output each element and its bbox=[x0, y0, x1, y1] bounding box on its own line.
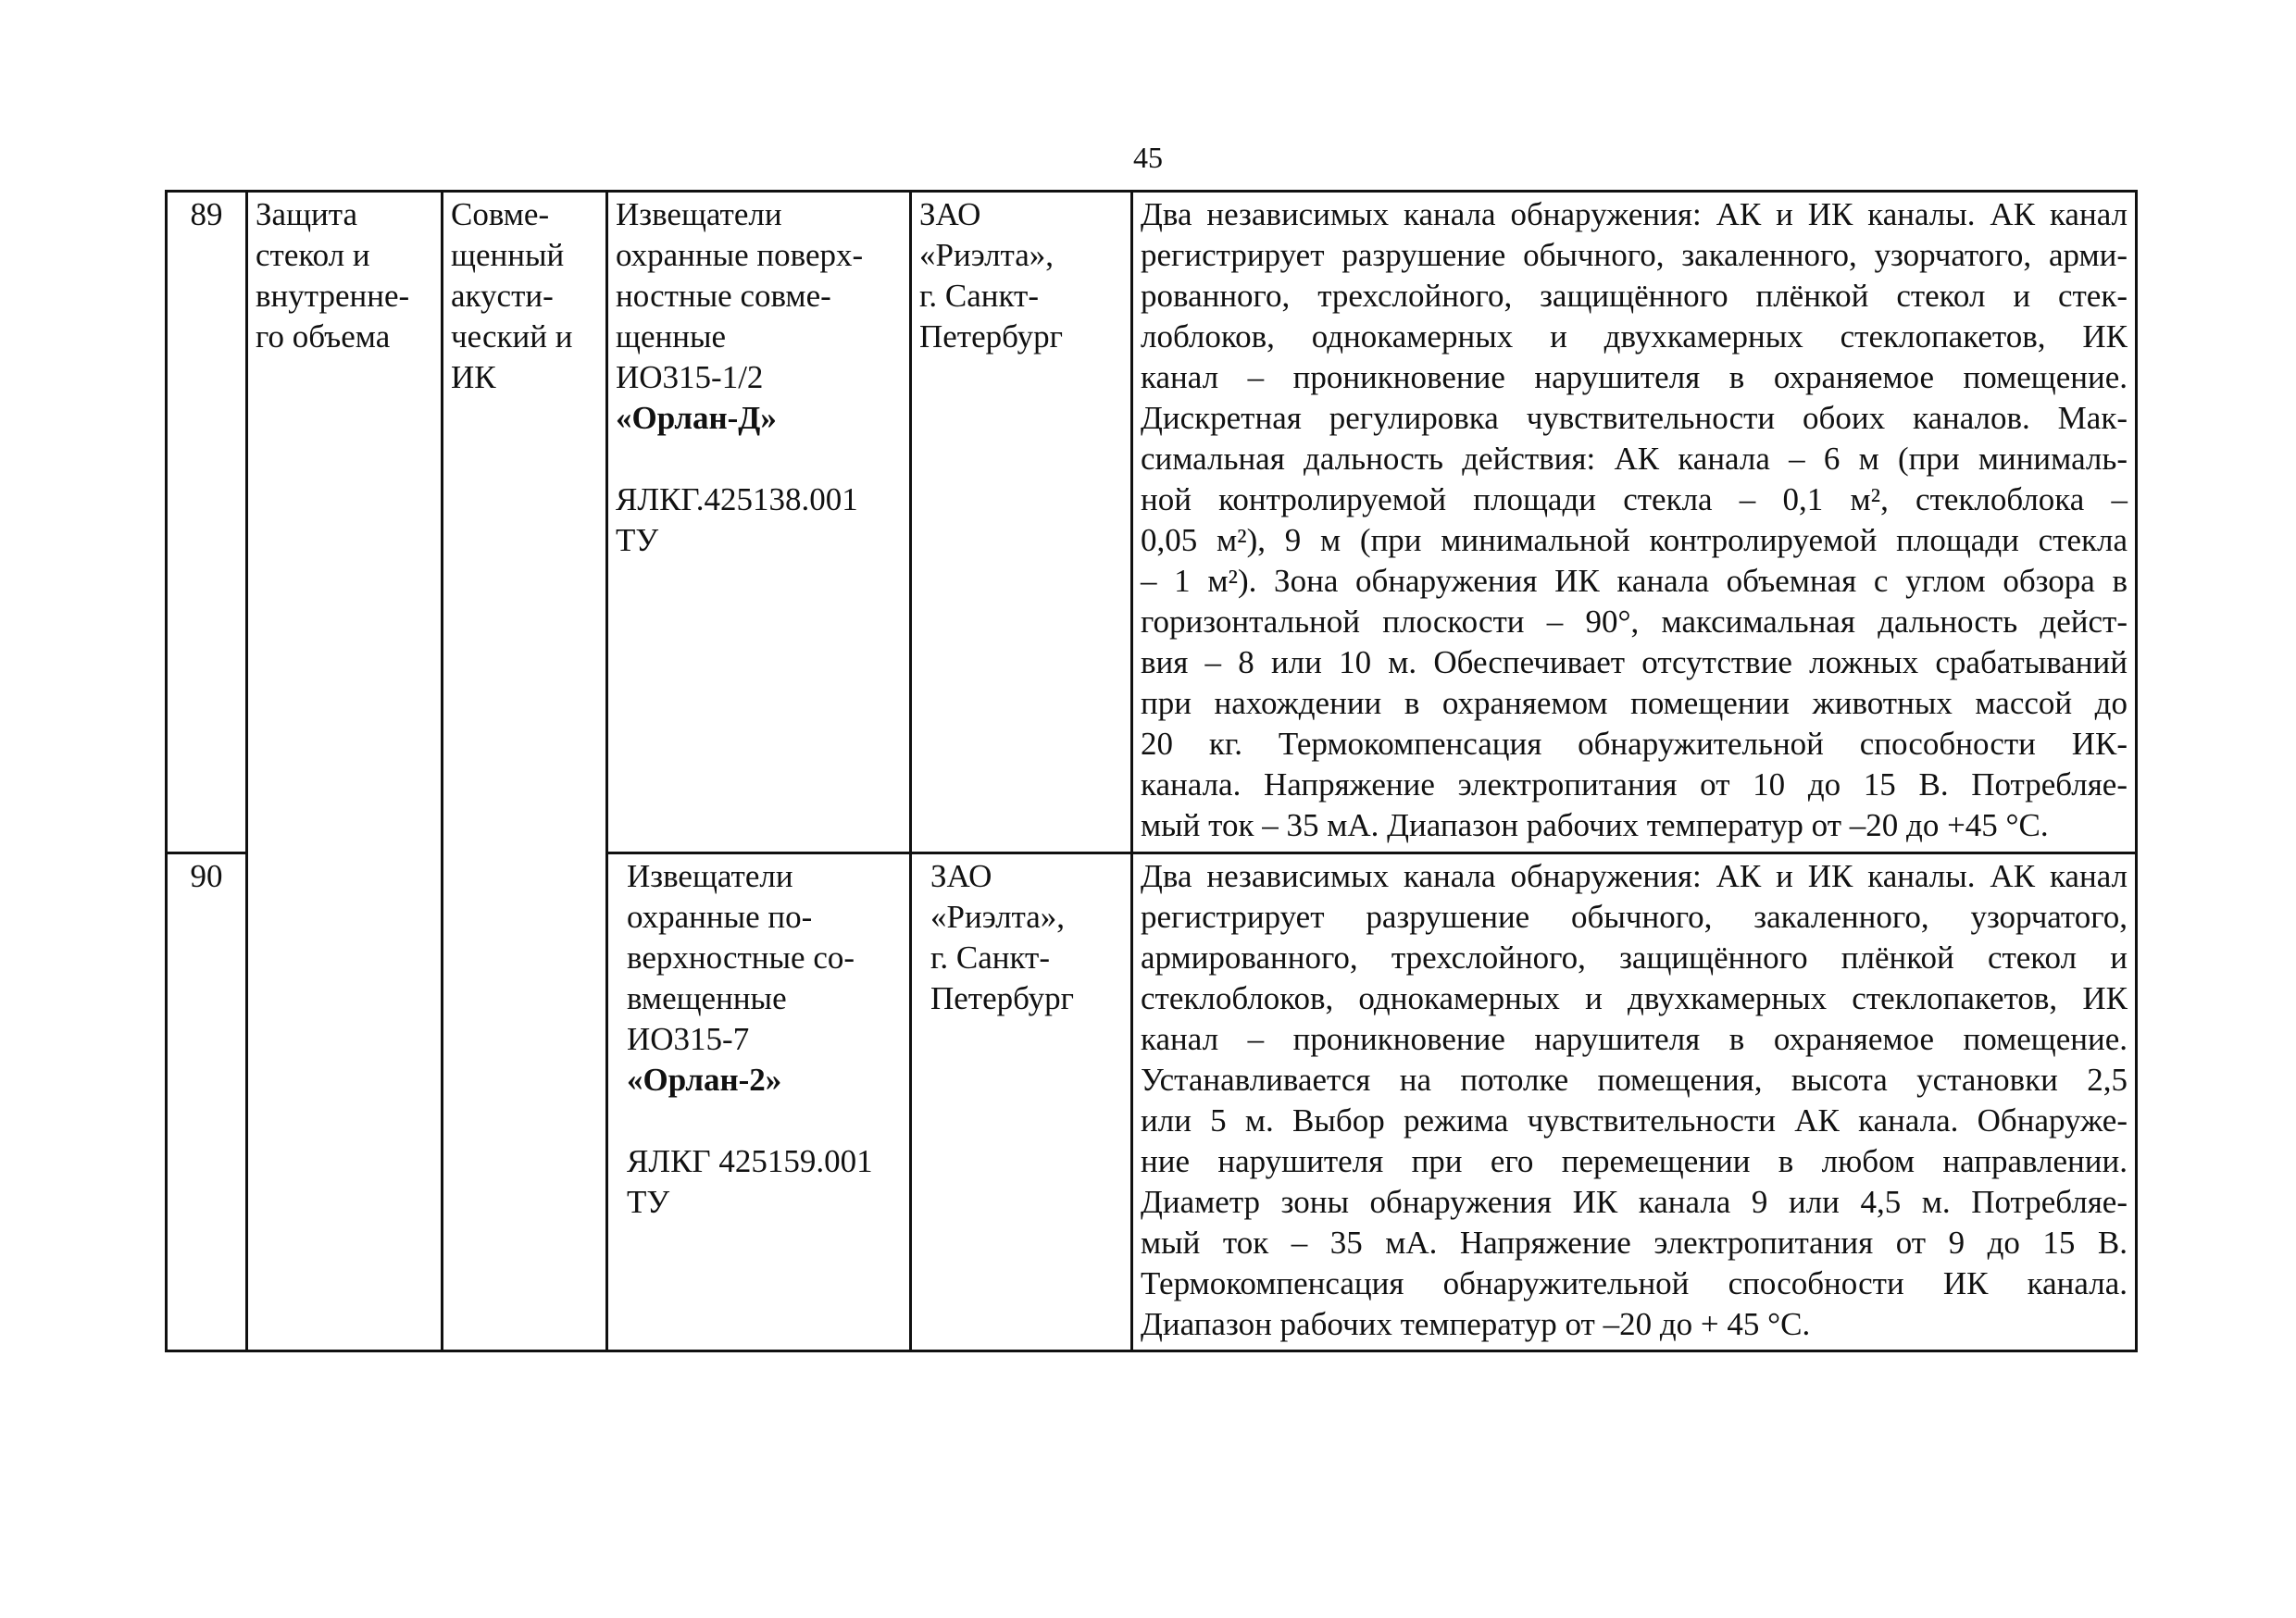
desc-line: 20 кг. Термокомпенсация обнаружительной способности ИК- bbox=[1141, 726, 2128, 762]
cell-line: г. Санкт- bbox=[930, 940, 1051, 976]
desc-line: – 1 м²). Зона обнаружения ИК канала объемная с углом обзора в bbox=[1141, 563, 2128, 599]
desc-line: Два независимых канала обнаружения: АК и ИК каналы. АК канал bbox=[1141, 858, 2128, 894]
desc-line: 0,05 м²), 9 м (при минимальной контролируемой площади стекла bbox=[1141, 522, 2128, 558]
cell-line: верхностные со- bbox=[627, 940, 855, 976]
desc-line: горизонтальной плоскости – 90°, максимальная дальность дейст- bbox=[1141, 604, 2128, 640]
device-cell bbox=[607, 853, 911, 1351]
cell-line: вмещенные bbox=[627, 980, 787, 1016]
cell-line: акусти- bbox=[451, 278, 554, 314]
cell-line: Петербург bbox=[930, 980, 1074, 1016]
cell-line: Извещатели bbox=[616, 196, 782, 232]
desc-line: мый ток – 35 мА. Диапазон рабочих температур от –20 до +45 °С. bbox=[1141, 807, 2049, 843]
manufacturer-cell bbox=[911, 192, 1132, 853]
spec-number: ТУ bbox=[627, 1184, 670, 1220]
spacer bbox=[616, 439, 902, 479]
cell-line: стекол и bbox=[256, 237, 370, 273]
cell-line: го объема bbox=[256, 318, 391, 355]
cell-line: щенный bbox=[451, 237, 565, 273]
cell-line: охранные по- bbox=[627, 899, 813, 935]
desc-line: ние нарушителя при его перемещении в любом направлении. bbox=[1141, 1143, 2128, 1179]
desc-line: мый ток – 35 мА. Напряжение электропитания от 9 до 15 В. bbox=[1141, 1225, 2128, 1261]
spec-number: ТУ bbox=[616, 522, 659, 558]
manufacturer-cell bbox=[911, 853, 1132, 1351]
protected-object-cell bbox=[247, 192, 443, 1351]
cell-line: «Риэлта», bbox=[919, 237, 1054, 273]
cell-line: Извещатели bbox=[627, 858, 793, 894]
desc-line: канал – проникновение нарушителя в охраняемое помещение. bbox=[1141, 1021, 2128, 1057]
cell-line: «Риэлта», bbox=[930, 899, 1066, 935]
desc-line: или 5 м. Выбор режима чувствительности АК канала. Обнаруже- bbox=[1141, 1102, 2128, 1139]
cell-line: г. Санкт- bbox=[919, 278, 1040, 314]
spec-number: ЯЛКГ 425159.001 bbox=[627, 1143, 873, 1179]
cell-line: Совме- bbox=[451, 196, 550, 232]
desc-line: при нахождении в охраняемом помещении животных массой до bbox=[1141, 685, 2128, 721]
spacer bbox=[627, 1101, 902, 1141]
device-cell bbox=[607, 192, 911, 853]
spec-number: ЯЛКГ.425138.001 bbox=[616, 481, 858, 517]
equipment-table bbox=[165, 190, 2138, 1352]
detection-principle-cell bbox=[443, 192, 607, 1351]
desc-line: регистрирует разрушение обычного, закаленного, узорчатого, bbox=[1141, 899, 2128, 935]
desc-line: лоблоков, однокамерных и двухкамерных стеклопакетов, ИК bbox=[1141, 318, 2128, 355]
cell-line: Защита bbox=[256, 196, 358, 232]
cell-line: ЗАО bbox=[930, 858, 992, 894]
desc-line: симальная дальность действия: АК канала – 6 м (при минималь- bbox=[1141, 441, 2128, 477]
cell-line: ческий и bbox=[451, 318, 573, 355]
desc-line: Два независимых канала обнаружения: АК и ИК каналы. АК канал bbox=[1141, 196, 2128, 232]
desc-line: стеклоблоков, однокамерных и двухкамерных стеклопакетов, ИК bbox=[1141, 980, 2128, 1016]
desc-line: вия – 8 или 10 м. Обеспечивает отсутствие ложных срабатываний bbox=[1141, 644, 2128, 680]
cell-line: Петербург bbox=[919, 318, 1063, 355]
cell-line: ностные совме- bbox=[616, 278, 831, 314]
device-name: «Орлан-Д» bbox=[616, 400, 777, 436]
page-number: 45 bbox=[1133, 141, 1163, 174]
desc-line: армированного, трехслойного, защищённого плёнкой стекол и bbox=[1141, 940, 2128, 976]
cell-line: охранные поверх- bbox=[616, 237, 864, 273]
desc-line: ной контролируемой площади стекла – 0,1 м², стеклоблока – bbox=[1141, 481, 2128, 517]
device-name: «Орлан-2» bbox=[627, 1062, 782, 1098]
desc-line: Термокомпенсация обнаружительной способности ИК канала. bbox=[1141, 1265, 2128, 1301]
description-cell bbox=[1132, 192, 2137, 853]
cell-line: ИО315-7 bbox=[627, 1021, 750, 1057]
desc-line: рованного, трехслойного, защищённого плёнкой стекол и стек- bbox=[1141, 278, 2128, 314]
desc-line: Устанавливается на потолке помещения, высота установки 2,5 bbox=[1141, 1062, 2128, 1098]
desc-line: Диапазон рабочих температур от –20 до + 45 °С. bbox=[1141, 1306, 1811, 1342]
row-number: 89 bbox=[167, 192, 247, 853]
cell-line: ИО315-1/2 bbox=[616, 359, 764, 395]
row-number: 90 bbox=[167, 853, 247, 1351]
desc-line: канала. Напряжение электропитания от 10 до 15 В. Потребляе- bbox=[1141, 766, 2128, 803]
desc-line: регистрирует разрушение обычного, закаленного, узорчатого, арми- bbox=[1141, 237, 2128, 273]
desc-line: Дискретная регулировка чувствительности обоих каналов. Мак- bbox=[1141, 400, 2128, 436]
table-row bbox=[167, 192, 2137, 853]
cell-line: ЗАО bbox=[919, 196, 981, 232]
description-cell bbox=[1132, 853, 2137, 1351]
desc-line: канал – проникновение нарушителя в охраняемое помещение. bbox=[1141, 359, 2128, 395]
cell-line: щенные bbox=[616, 318, 726, 355]
cell-line: ИК bbox=[451, 359, 496, 395]
cell-line: внутренне- bbox=[256, 278, 410, 314]
desc-line: Диаметр зоны обнаружения ИК канала 9 или 4,5 м. Потребляе- bbox=[1141, 1184, 2128, 1220]
